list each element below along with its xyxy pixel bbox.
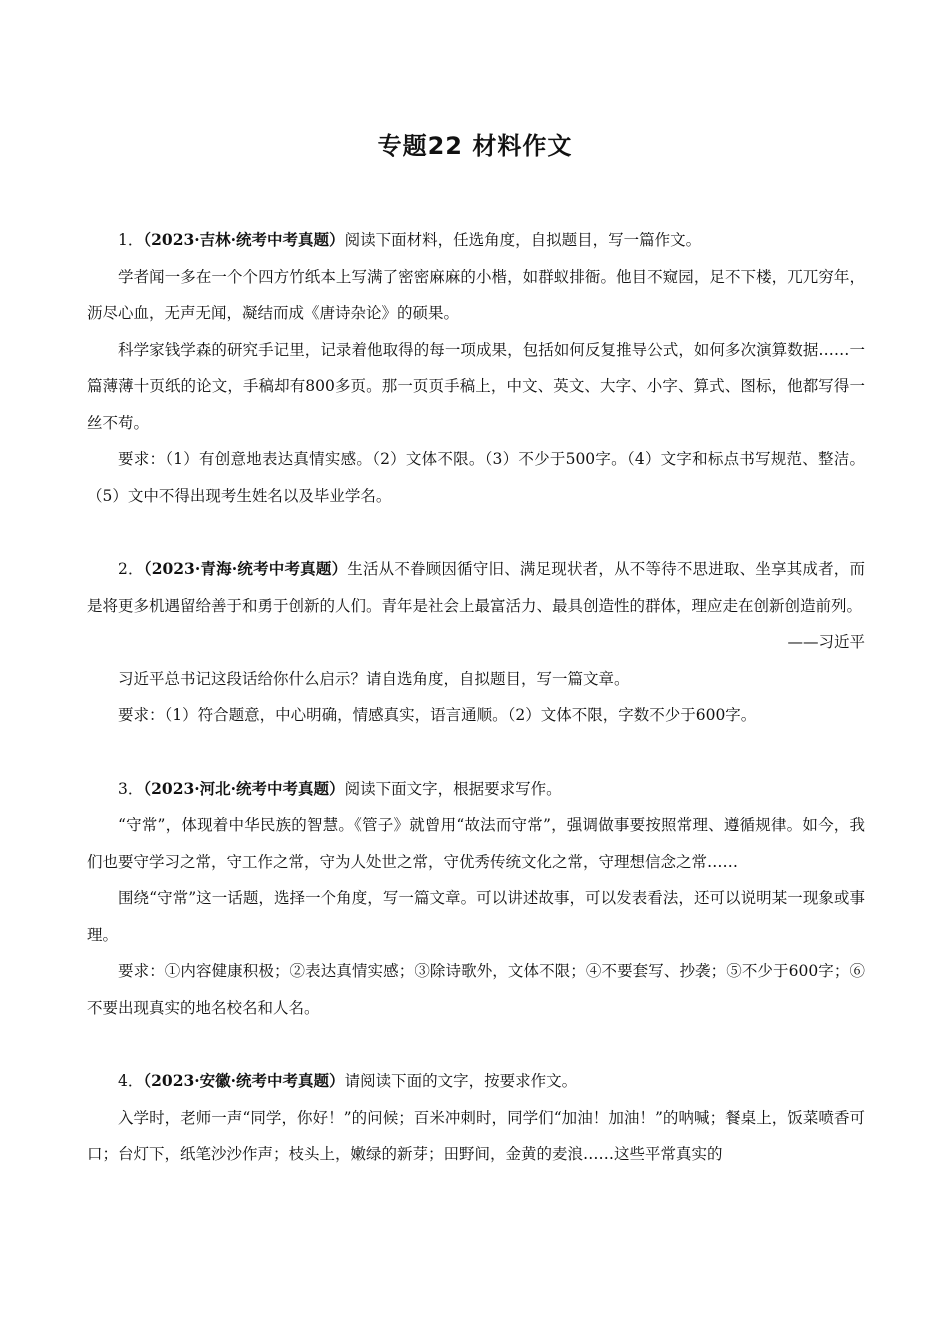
question-number: 3． (118, 779, 144, 798)
question-header (87, 771, 865, 808)
material-paragraph: 学者闻一多在一个个四方竹纸本上写满了密密麻麻的小楷，如群蚁排衙。他目不窥园，足不下楼，兀兀穷年，沥尽心血，无声无闻，凝结而成《唐诗杂论》的硕果。 (87, 267, 865, 322)
question-header (87, 222, 865, 259)
document-body (87, 222, 865, 1210)
question-lead: 阅读下面材料，任选角度，自拟题目，写一篇作文。 (344, 231, 702, 249)
page-title: 专题22 材料作文 (377, 132, 573, 160)
question-header (87, 551, 865, 624)
requirements-paragraph: 要求：①内容健康积极；②表达真情实感；③除诗歌外，文体不限；④不要套写、抄袭；⑤不少于600字；⑥不要出现真实的地名校名和人名。 (87, 962, 865, 1017)
requirements-paragraph: 要求：（1）符合题意，中心明确，情感真实，语言通顺。（2）文体不限，字数不少于600字。 (118, 706, 757, 724)
question-4 (87, 1063, 865, 1173)
material-paragraph: 入学时，老师一声“同学，你好！”的问候；百米冲刺时，同学们“加油！加油！”的呐喊；餐桌上，饭菜喷香可口；台灯下，纸笔沙沙作声；枝头上，嫩绿的新芽；田野间，金黄的麦浪……这些平常真实的 (87, 1108, 865, 1163)
question-2 (87, 551, 865, 734)
material-paragraph: “守常”，体现着中华民族的智慧。《管子》就曾用“故法而守常”，强调做事要按照常理、遵循规律。如今，我们也要守学习之常，守工作之常，守为人处世之常，守优秀传统文化之常，守理想信念之常…… (87, 816, 865, 871)
question-source-tag: （2023·安徽·统考中考真题） (143, 1071, 345, 1090)
question-header (87, 1063, 865, 1100)
question-lead: 生活从不眷顾因循守旧、满足现状者，从不等待不思进取、坐享其成者，而是将更多机遇留给善于和勇于创新的人们。青年是社会上最富活力、最具创造性的群体，理应走在创新创造前列。 (87, 560, 865, 615)
question-number: 4． (118, 1072, 144, 1090)
prompt-paragraph: 围绕“守常”这一话题，选择一个角度，写一篇文章。可以讲述故事，可以发表看法，还可以说明某一现象或事理。 (87, 889, 865, 944)
quote-attribution: ——习近平 (787, 633, 865, 651)
question-number: 2． (118, 560, 144, 578)
question-source-tag: （2023·吉林·统考中考真题） (143, 230, 345, 249)
question-3 (87, 771, 865, 1027)
material-paragraph: 科学家钱学森的研究手记里，记录着他取得的每一项成果，包括如何反复推导公式，如何多次演算数据……一篇薄薄十页纸的论文，手稿却有800多页。那一页页手稿上，中文、英文、大字、小字、算式、图标，他都写得一丝不苟。 (87, 340, 865, 432)
question-number: 1． (118, 231, 144, 249)
prompt-paragraph: 习近平总书记这段话给你什么启示？请自选角度，自拟题目，写一篇文章。 (118, 669, 630, 688)
question-lead: 请阅读下面的文字，按要求作文。 (344, 1072, 578, 1090)
question-source-tag: （2023·青海·统考中考真题） (143, 559, 348, 578)
requirements-paragraph: 要求：（1）有创意地表达真情实感。（2）文体不限。（3）不少于500字。（4）文字和标点书写规范、整洁。（5）文中不得出现考生姓名以及毕业学名。 (87, 450, 865, 505)
question-lead: 阅读下面文字，根据要求写作。 (344, 779, 562, 798)
question-source-tag: （2023·河北·统考中考真题） (143, 778, 345, 798)
question-1 (87, 222, 865, 514)
